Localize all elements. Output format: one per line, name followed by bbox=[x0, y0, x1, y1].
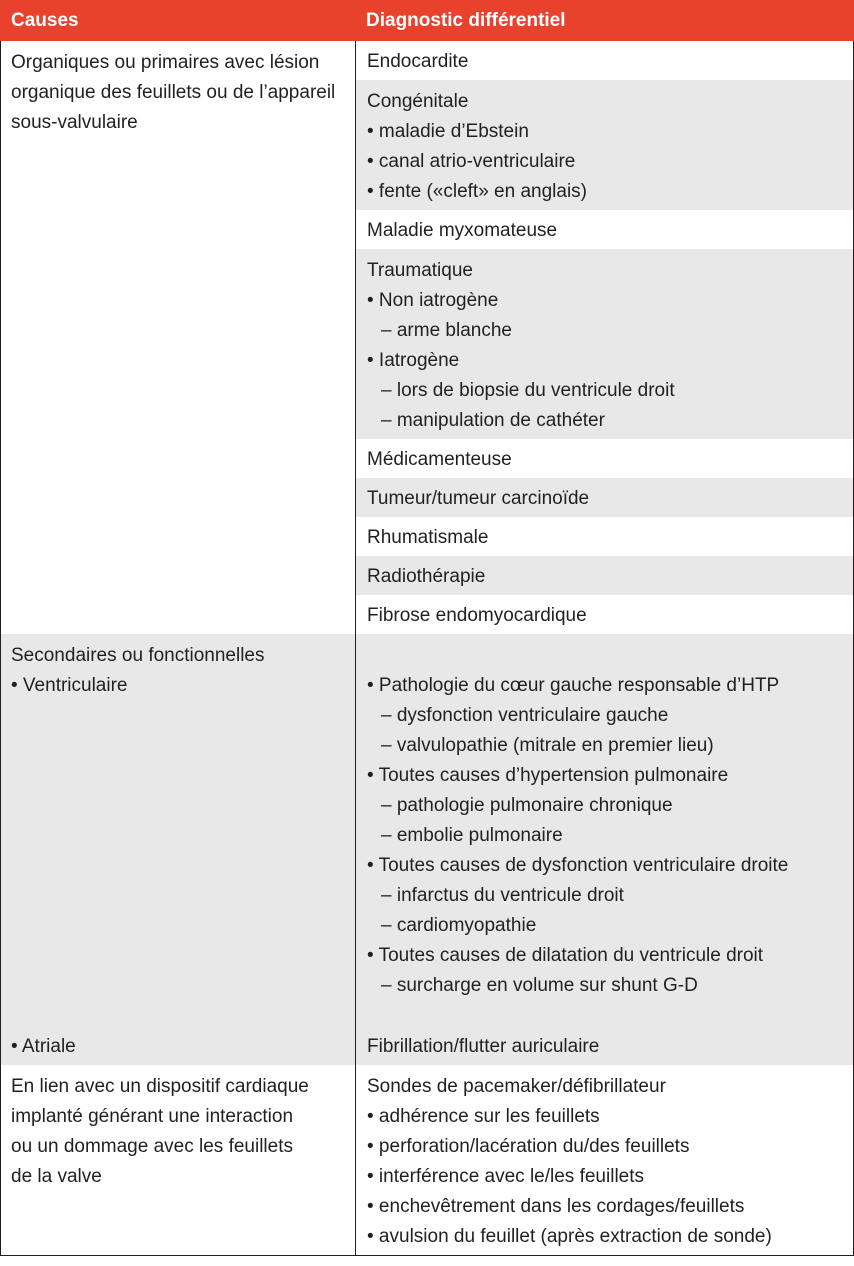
diag-subitem: – embolie pulmonaire bbox=[381, 825, 563, 846]
header-diagnostic: Diagnostic différentiel bbox=[355, 0, 854, 41]
cause-line: implanté générant une interaction bbox=[11, 1106, 294, 1127]
diag-text: Maladie myxomateuse bbox=[367, 220, 558, 241]
diag-text: Médicamenteuse bbox=[367, 449, 512, 470]
diag-cell-rhumato bbox=[355, 517, 854, 557]
header-causes: Causes bbox=[0, 0, 355, 41]
diag-bullet: • perforation/lacération du/des feuillets bbox=[367, 1136, 690, 1157]
diag-subitem: – valvulopathie (mitrale en premier lieu) bbox=[381, 735, 714, 756]
diag-bullet: • fente («cleft» en anglais) bbox=[367, 181, 588, 202]
cause-cell-device bbox=[0, 1065, 356, 1256]
diag-bullet: • Iatrogène bbox=[367, 350, 460, 371]
diag-cell-medic bbox=[355, 439, 854, 479]
cause-line: de la valve bbox=[11, 1166, 102, 1187]
diag-subitem: – arme blanche bbox=[381, 320, 512, 341]
diag-text: Sondes de pacemaker/défibrillateur bbox=[367, 1076, 666, 1097]
diag-subitem: – dysfonction ventriculaire gauche bbox=[381, 705, 669, 726]
diag-cell-secondary bbox=[355, 634, 854, 1066]
diag-text: Fibrose endomyocardique bbox=[367, 605, 587, 626]
diag-cell-radio bbox=[355, 556, 854, 596]
cause-cell-organic bbox=[0, 41, 356, 635]
diag-bullet: • Toutes causes de dilatation du ventricule droit bbox=[367, 945, 764, 966]
diag-bullet: • Non iatrogène bbox=[367, 290, 499, 311]
diag-cell-myxo bbox=[355, 210, 854, 250]
diag-text: Fibrillation/flutter auriculaire bbox=[367, 1036, 600, 1057]
diag-subitem: – manipulation de cathéter bbox=[381, 410, 605, 431]
diag-subitem: – cardiomyopathie bbox=[381, 915, 537, 936]
diag-bullet: • maladie d’Ebstein bbox=[367, 121, 529, 142]
diag-text: Rhumatismale bbox=[367, 527, 489, 548]
diag-cell-endocardite bbox=[355, 41, 854, 81]
diag-subitem: – surcharge en volume sur shunt G-D bbox=[381, 975, 698, 996]
diag-bullet: • enchevêtrement dans les cordages/feuillets bbox=[367, 1196, 745, 1217]
cause-line: sous-valvulaire bbox=[11, 112, 138, 133]
cause-line: Organiques ou primaires avec lésion bbox=[11, 52, 320, 73]
diag-cell-trauma bbox=[355, 249, 854, 440]
diag-subitem: – pathologie pulmonaire chronique bbox=[381, 795, 673, 816]
diag-bullet: • Toutes causes d’hypertension pulmonaire bbox=[367, 765, 729, 786]
diag-bullet: • Toutes causes de dysfonction ventriculaire droite bbox=[367, 855, 789, 876]
diag-bullet: • Pathologie du cœur gauche responsable d’HTP bbox=[367, 675, 780, 696]
cause-line: Secondaires ou fonctionnelles bbox=[11, 645, 265, 666]
diag-bullet: • interférence avec le/les feuillets bbox=[367, 1166, 645, 1187]
diag-bullet: • adhérence sur les feuillets bbox=[367, 1106, 600, 1127]
diag-subitem: – lors de biopsie du ventricule droit bbox=[381, 380, 675, 401]
diag-bullet: • canal atrio-ventriculaire bbox=[367, 151, 576, 172]
diag-cell-device bbox=[355, 1065, 854, 1256]
cause-line: organique des feuillets ou de l’appareil bbox=[11, 82, 336, 103]
cause-line: • Ventriculaire bbox=[11, 675, 128, 696]
cause-line: ou un dommage avec les feuillets bbox=[11, 1136, 293, 1157]
diag-text: Endocardite bbox=[367, 51, 469, 72]
diag-subitem: – infarctus du ventricule droit bbox=[381, 885, 624, 906]
diag-bullet: • avulsion du feuillet (après extraction de sonde) bbox=[367, 1226, 772, 1247]
diag-cell-tumeur bbox=[355, 478, 854, 518]
diag-cell-congenitale bbox=[355, 80, 854, 211]
diag-text: Traumatique bbox=[367, 260, 473, 281]
diag-text: Congénitale bbox=[367, 91, 469, 112]
diag-text: Radiothérapie bbox=[367, 566, 486, 587]
cause-line: En lien avec un dispositif cardiaque bbox=[11, 1076, 309, 1097]
cause-line: • Atriale bbox=[11, 1036, 76, 1057]
diag-cell-fibrose bbox=[355, 595, 854, 635]
cause-cell-secondary bbox=[0, 634, 356, 1066]
diag-text: Tumeur/tumeur carcinoïde bbox=[367, 488, 590, 509]
